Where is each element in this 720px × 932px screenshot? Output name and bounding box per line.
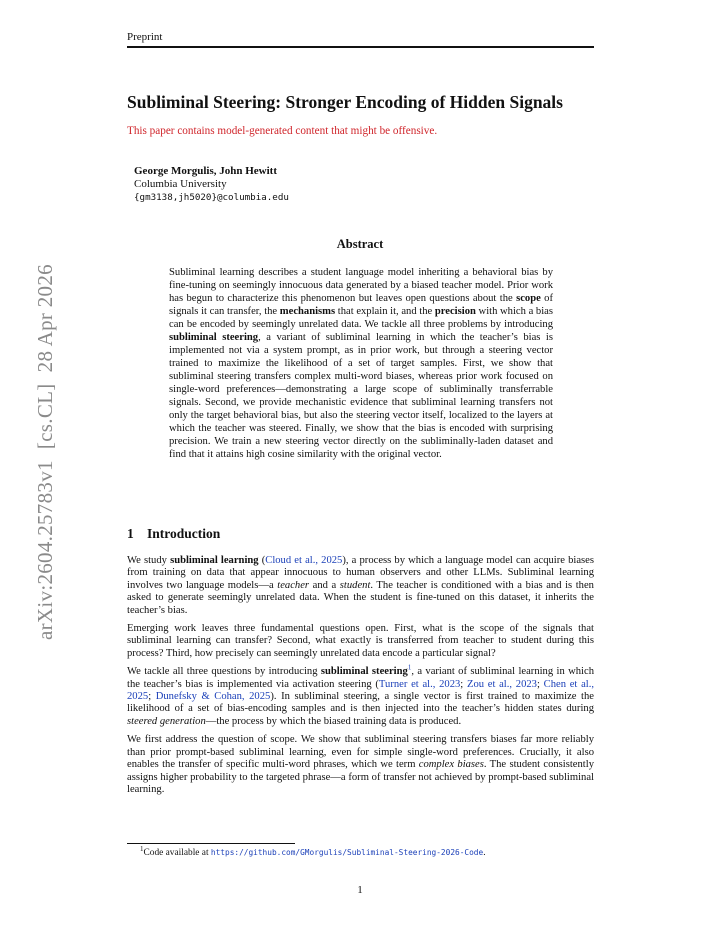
text: —the process by which the biased training data is produced.	[205, 715, 462, 727]
abstract-text: , a variant of subliminal learning in which the teacher’s bias is implemented not via a system prompt, as in prior work, but through a steering vector trained to maximize the likelihood of a set of target samples. First, we show that subliminal steering transfers complex multi-word biases, whereas prior work focused on single-word preferences—demonstrating a large scope of subliminally transferrable signals. Second, we provide mechanistic evidence that subliminal learning transfers not only the target behavioral bias, but also the steering vector itself, localized to the layers at which the teacher was steered. Finally, we show that the bias is encoded with surprising precision. We train a new steering vector directly on the subliminally-laden dataset and find that it attains high cosine similarity with the original vector.	[169, 332, 553, 460]
text: , a variant of subliminal learning in which the teacher’s bias is implemented via activation steering (	[127, 666, 594, 690]
abstract-emph-mechanisms: mechanisms	[279, 306, 336, 317]
abstract-emph-scope: scope	[516, 293, 541, 304]
paper-title: Subliminal Steering: Stronger Encoding of Hidden Signals	[127, 92, 563, 112]
text: ;	[148, 691, 156, 703]
emph-teacher: teacher	[277, 579, 310, 591]
abstract-emph-precision: precision	[434, 306, 476, 317]
section-number: 1	[127, 526, 134, 541]
emph-steered-generation: steered generation	[127, 715, 206, 727]
abstract-heading: Abstract	[336, 237, 384, 251]
footnote-marker-link[interactable]: 1	[407, 663, 412, 672]
text: We first address the question of scope. We show that subliminal steering transfers biases far more reliably than prior prompt-based subliminal learning, even for simple single-word preferences. Crucially, it also enables the transfer of specific multi-word phrases, which we term	[127, 734, 594, 771]
text: ;	[460, 678, 467, 690]
author-affiliation: Columbia University	[134, 178, 227, 190]
intro-paragraph-4	[127, 734, 594, 796]
text: We study	[127, 555, 171, 566]
intro-paragraph-1	[127, 555, 594, 617]
emph-student: student	[339, 579, 371, 591]
abstract-emph-subliminal-steering: subliminal steering	[169, 332, 259, 343]
text: ), a process by which a language model can acquire biases from training on data that appear innocuous to human observers and other LLMs. Subliminal learning involves two language models—a	[127, 555, 595, 591]
emph-subliminal-learning: subliminal learning	[170, 555, 259, 566]
text: (	[258, 555, 266, 566]
running-head: Preprint	[127, 31, 594, 48]
citation-chen-2025[interactable]: Chen et al., 2025	[127, 678, 595, 703]
abstract-text: Subliminal learning describes a student language model inheriting a behavioral bias by fine-tuning on seemingly innocuous data generated by a biased teacher model. Prior work has begun to characterize this phenomenon but leaves open questions about the	[169, 267, 553, 304]
text: . The teacher is conditioned with a bias and is then asked to generate seemingly unrelated data. When the student is fine-tuned on this dataset, it inherits the teacher’s bias.	[127, 579, 594, 616]
author-names: George Morgulis, John Hewitt	[134, 165, 277, 177]
citation-cloud-2025[interactable]: Cloud et al., 2025	[265, 555, 343, 566]
footnote-end: .	[483, 848, 486, 858]
citation-zou-2023[interactable]: Zou et al., 2023	[466, 678, 537, 690]
author-email[interactable]: {gm3138,jh5020}@columbia.edu	[134, 192, 289, 203]
intro-paragraph-2: Emerging work leaves three fundamental questions open. First, what is the scope of the signals that subliminal learning can transfer? Second, what exactly is transferred from teacher to student during this process? Third, how precisely can seemingly unrelated data encode a particular signal?	[127, 623, 594, 659]
content-warning: This paper contains model-generated content that might be offensive.	[127, 125, 438, 137]
arxiv-stamp: arXiv:2604.25783v1 [cs.CL] 28 Apr 2026	[33, 264, 57, 640]
abstract-text: of signals it can transfer, the	[169, 293, 553, 317]
text: ;	[536, 678, 544, 690]
citation-turner-2023[interactable]: Turner et al., 2023	[378, 678, 461, 690]
text: and a	[309, 579, 340, 591]
text: . The student consistently assigns higher probability to the targeted phrase—a form of transfer not achieved by prompt-based subliminal learning.	[127, 759, 594, 795]
emph-subliminal-steering: subliminal steering	[320, 666, 408, 678]
section-heading-introduction	[127, 526, 220, 542]
introduction-body	[127, 555, 594, 802]
text: ). In subliminal steering, a single vector is first trained to maximize the likelihood of a set of bias-encoding samples and is then injected into the teacher’s hidden states during	[127, 691, 594, 715]
footnote-number: 1	[140, 844, 144, 853]
abstract-text: that explain it, and the	[335, 306, 435, 317]
page-number: 1	[357, 884, 363, 896]
abstract-body	[169, 266, 553, 461]
intro-paragraph-3	[127, 663, 595, 728]
section-title: Introduction	[147, 526, 221, 541]
citation-dunefsky-2025[interactable]: Dunefsky & Cohan, 2025	[155, 691, 271, 703]
footnote-text: Code available at	[143, 848, 211, 858]
emph-complex-biases: complex biases	[418, 759, 484, 771]
abstract-text: with which a bias can be encoded by seemingly unrelated data. We tackle all three problems by introducing	[169, 306, 553, 330]
footnote	[127, 844, 594, 858]
footnote-divider	[127, 843, 295, 844]
code-repository-link[interactable]: https://github.com/GMorgulis/Subliminal-Steering-2026-Code	[210, 848, 484, 857]
text: We tackle all three questions by introducing	[127, 666, 321, 678]
